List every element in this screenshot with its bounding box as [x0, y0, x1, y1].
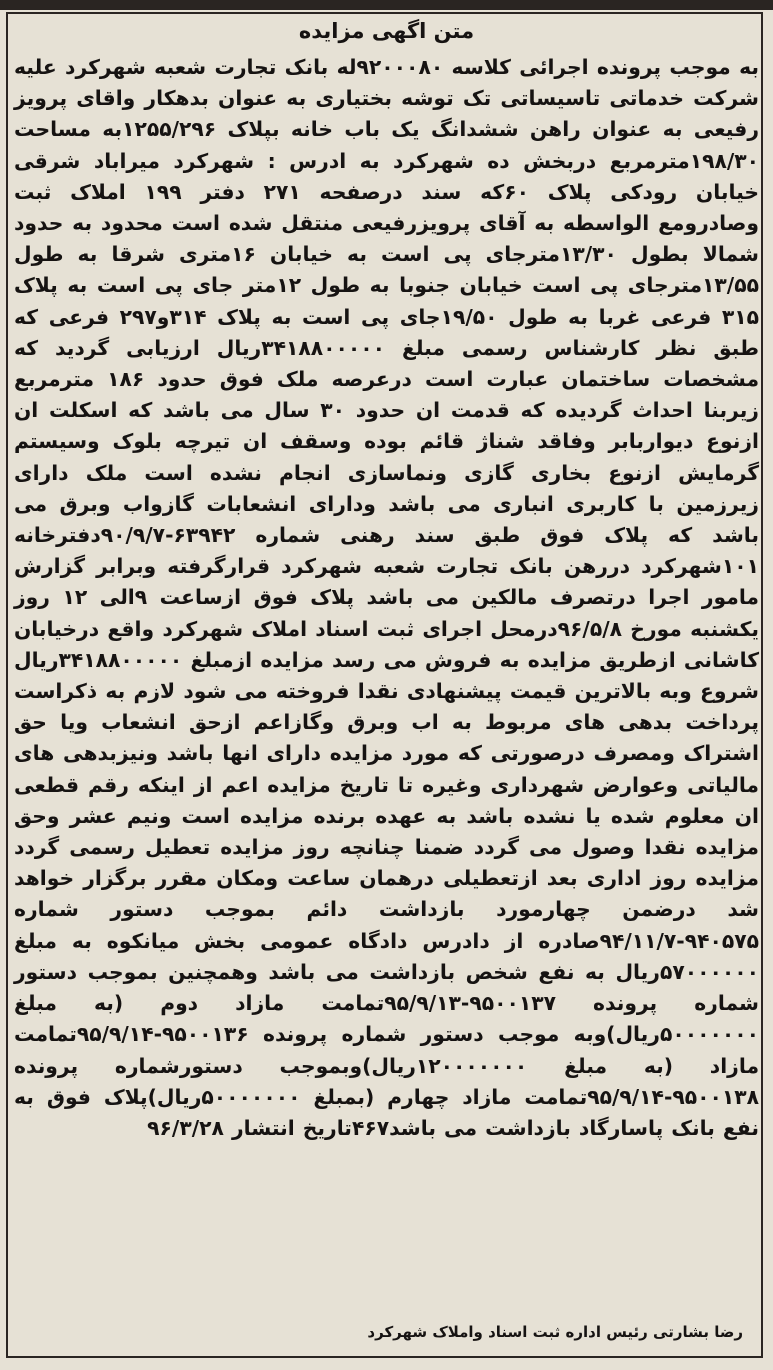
notice-body: به موجب پرونده اجرائی کلاسه ۹۲۰۰۰۸۰له بانک تجارت شعبه شهرکرد علیه شرکت خدماتی تاسیساتی تک توشه بختیاری به عنوان بدهکار واقای پرویز رفیعی به عنوان راهن ششدانگ یک باب خانه بپلاک ۱۲۵۵/۲۹۶به مساحت ۱۹۸/۳۰مترمربع دربخش ده شهرکرد به ادرس : شهرکرد میراباد شرقی خیابان رودکی پلاک ۶۰که سند درصفحه ۲۷۱ دفتر ۱۹۹ املاک ثبت وصادرومع الواسطه به آقای پرویزرفیعی منتقل شده است محدود به حدود شمالا بطول ۱۳/۳۰مترجای پی است به خیابان ۱۶متری شرقا به طول ۱۳/۵۵مترجای پی است خیابان جنوبا به طول ۱۲متر جای پی است به پلاک ۳۱۵ فرعی غربا به طول ۱۹/۵۰جای پی است به پلاک ۳۱۴و۲۹۷ فرعی که طبق نظر کارشناس رسمی مبلغ ۳۴۱۸۸۰۰۰۰۰ریال ارزیابی گردید که مشخصات ساختمان عبارت است درعرصه ملک فوق حدود ۱۸۶ مترمربع زیربنا احداث گردیده که قدمت ان حدود ۳۰ سال می باشد که اسکلت ان ازنوع دیواربابر وفاقد شناژ قائم بوده وسقف ان تیرچه بلوک وسیستم گرمایش ازنوع بخاری گازی ونماسازی انجام نشده است ملک دارای زیرزمین با کاربری انباری می باشد ودارای انشعابات گازواب وبرق می باشد که پلاک فوق طبق سند رهنی شماره ۶۳۹۴۲-۹۰/۹/۷دفترخانه ۱۰۱شهرکرد دررهن بانک تجارت شعبه شهرکرد قرارگرفته وبرابر گزارش مامور اجرا درتصرف مالکین می باشد پلاک فوق ازساعت ۹الی ۱۲ روز یکشنبه مورخ ۹۶/۵/۸درمحل اجرای ثبت اسناد املاک شهرکرد واقع درخیابان کاشانی ازطریق مزایده به فروش می رسد مزایده ازمبلغ ۳۴۱۸۸۰۰۰۰۰ریال شروع وبه بالاترین قیمت پیشنهادی نقدا فروخته می شود لازم به ذکراست پرداخت بدهی های مربوط به اب وبرق وگازاعم ازحق انشعاب ویا حق اشتراک ومصرف درصورتی که مورد مزایده دارای انها باشد ونیزبدهی های مالیاتی وعوارض شهرداری وغیره تا تاریخ مزایده اعم از اینکه رقم قطعی ان معلوم شده یا نشده باشد به عهده برنده مزایده است ونیم عشر وحق مزایده نقدا وصول می گردد ضمنا چنانچه روز مزایده تعطیل رسمی گردد مزایده روز اداری بعد ازتعطیلی درهمان ساعت ومکان مقرر برگزار خواهد شد درضمن چهارمورد بازداشت دائم بموجب دستور شماره ۹۴۰۵۷۵-۹۴/۱۱/۷صادره از دادرس دادگاه عمومی بخش میانکوه به مبلغ ۵۷۰۰۰۰۰۰ریال به نفع شخص بازداشت می باشد وهمچنین بموجب دستور شماره پرونده ۹۵۰۰۱۳۷-۹۵/۹/۱۳تمامت مازاد دوم (به مبلغ ۵۰۰۰۰۰۰۰ریال)وبه موجب دستور شماره پرونده ۹۵۰۰۱۳۶-۹۵/۹/۱۴تمامت مازاد (به مبلغ ۱۲۰۰۰۰۰۰۰ریال)وبموجب دستورشماره پرونده ۹۵۰۰۱۳۸-۹۵/۹/۱۴تمامت مازاد چهارم (بمبلغ ۵۰۰۰۰۰۰۰ریال)پلاک فوق به نفع بانک پاسارگاد بازداشت می باشد۴۶۷تاریخ انتشار ۹۶/۳/۲۸ — [14, 55, 760, 1140]
notice-title: متن اگهی مزایده — [298, 19, 475, 43]
auction-notice — [14, 16, 759, 1144]
top-border-rule — [0, 0, 773, 10]
notice-signature: رضا بشارتی رئیس اداره ثبت اسناد واملاک شهرکرد — [367, 1323, 743, 1341]
